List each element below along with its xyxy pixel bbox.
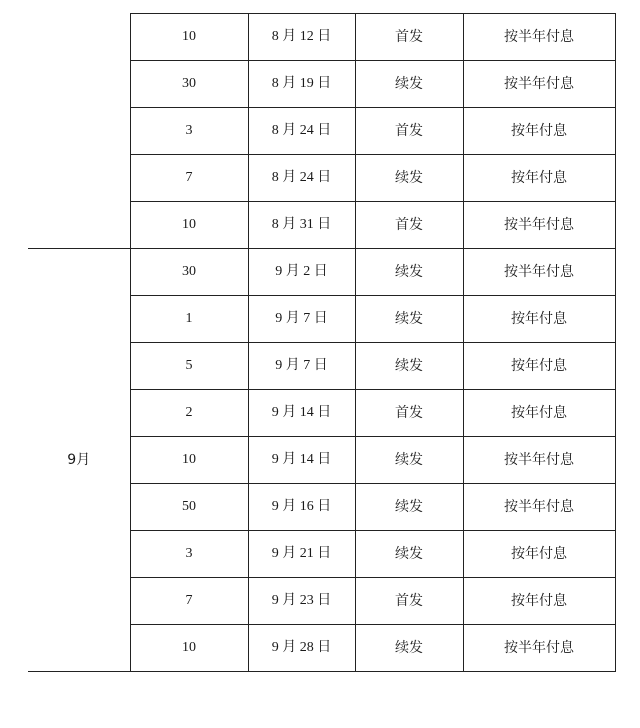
term-cell: 5 [130,343,248,390]
payment-cell: 按半年付息 [463,249,615,296]
payment-cell: 按半年付息 [463,625,615,672]
date-cell: 8 月 19 日 [248,61,355,108]
term-cell: 30 [130,249,248,296]
payment-cell: 按年付息 [463,343,615,390]
term-cell: 7 [130,155,248,202]
term-cell: 10 [130,625,248,672]
date-cell: 9 月 7 日 [248,343,355,390]
term-cell: 3 [130,531,248,578]
table-row [28,249,615,296]
issue-type-cell: 首发 [355,202,463,249]
date-cell: 9 月 2 日 [248,249,355,296]
table-row [28,14,615,61]
month-cell-empty [28,14,130,249]
issue-type-cell: 续发 [355,343,463,390]
date-cell: 8 月 12 日 [248,14,355,61]
term-cell: 10 [130,437,248,484]
month-cell: 9月 [28,249,130,672]
payment-cell: 按年付息 [463,155,615,202]
payment-cell: 按半年付息 [463,437,615,484]
issue-type-cell: 续发 [355,296,463,343]
payment-cell: 按半年付息 [463,202,615,249]
date-cell: 9 月 28 日 [248,625,355,672]
issue-type-cell: 续发 [355,249,463,296]
payment-cell: 按半年付息 [463,484,615,531]
date-cell: 9 月 21 日 [248,531,355,578]
payment-cell: 按半年付息 [463,61,615,108]
date-cell: 8 月 24 日 [248,108,355,155]
term-cell: 2 [130,390,248,437]
issue-type-cell: 续发 [355,437,463,484]
issue-type-cell: 续发 [355,155,463,202]
issue-type-cell: 首发 [355,14,463,61]
payment-cell: 按年付息 [463,296,615,343]
term-cell: 7 [130,578,248,625]
date-cell: 9 月 23 日 [248,578,355,625]
term-cell: 10 [130,14,248,61]
issue-type-cell: 续发 [355,484,463,531]
term-cell: 50 [130,484,248,531]
table-body [28,14,615,672]
date-cell: 9 月 14 日 [248,437,355,484]
date-cell: 9 月 16 日 [248,484,355,531]
term-cell: 1 [130,296,248,343]
date-cell: 9 月 7 日 [248,296,355,343]
date-cell: 8 月 24 日 [248,155,355,202]
term-cell: 10 [130,202,248,249]
payment-cell: 按年付息 [463,108,615,155]
issue-type-cell: 首发 [355,578,463,625]
issue-type-cell: 首发 [355,108,463,155]
issue-type-cell: 首发 [355,390,463,437]
payment-cell: 按年付息 [463,531,615,578]
issue-type-cell: 续发 [355,625,463,672]
issue-type-cell: 续发 [355,531,463,578]
date-cell: 8 月 31 日 [248,202,355,249]
payment-cell: 按半年付息 [463,14,615,61]
term-cell: 30 [130,61,248,108]
date-cell: 9 月 14 日 [248,390,355,437]
payment-cell: 按年付息 [463,578,615,625]
issue-type-cell: 续发 [355,61,463,108]
bond-issuance-table [28,13,616,672]
payment-cell: 按年付息 [463,390,615,437]
term-cell: 3 [130,108,248,155]
